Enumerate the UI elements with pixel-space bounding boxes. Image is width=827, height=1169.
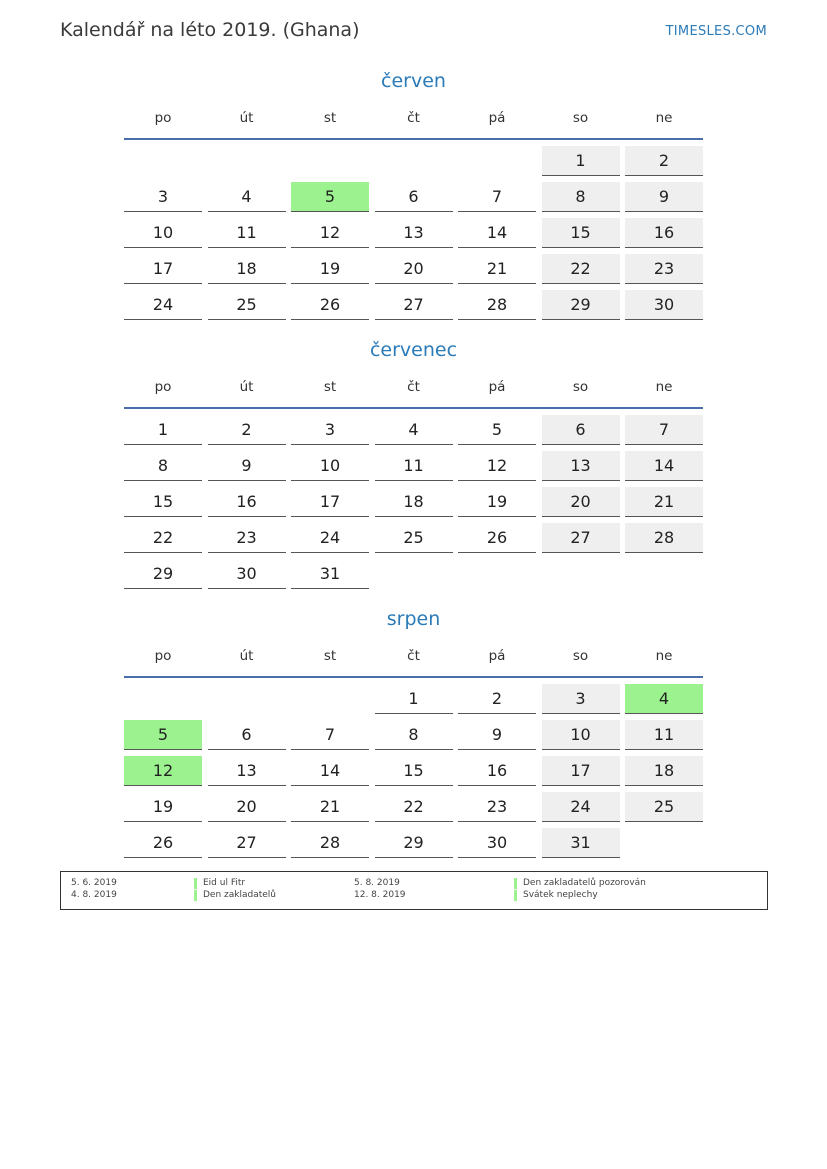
day-cell: 10 <box>124 218 202 248</box>
day-cell: 21 <box>625 487 703 517</box>
day-cell: 26 <box>291 290 369 320</box>
day-cell: 10 <box>542 720 620 750</box>
day-cell: 22 <box>375 792 453 822</box>
legend-holiday-name: Den zakladatelů <box>194 890 276 901</box>
site-logo-link[interactable]: TIMESLES.COM <box>665 24 767 39</box>
day-cell: 6 <box>542 415 620 445</box>
weekday-header <box>124 110 703 130</box>
day-cell: 12 <box>124 756 202 786</box>
day-cell: 30 <box>625 290 703 320</box>
day-cell: 8 <box>542 182 620 212</box>
day-cell: 11 <box>375 451 453 481</box>
day-cell: 28 <box>291 828 369 858</box>
legend-holiday-name: Eid ul Fitr <box>194 878 245 889</box>
day-cell: 25 <box>208 290 286 320</box>
day-cell: 1 <box>542 146 620 176</box>
day-cell: 19 <box>124 792 202 822</box>
page-title: Kalendář na léto 2019. (Ghana) <box>60 19 360 41</box>
day-cell: 20 <box>375 254 453 284</box>
day-cell: 11 <box>208 218 286 248</box>
day-cell: 15 <box>124 487 202 517</box>
day-cell: 7 <box>458 182 536 212</box>
day-cell: 9 <box>625 182 703 212</box>
day-cell: 6 <box>375 182 453 212</box>
month-title: srpen <box>386 608 441 630</box>
day-cell: 9 <box>208 451 286 481</box>
header-divider <box>124 407 703 409</box>
day-cell: 17 <box>291 487 369 517</box>
day-cell: 28 <box>625 523 703 553</box>
day-cell: 23 <box>208 523 286 553</box>
legend-date: 5. 6. 2019 <box>71 878 117 888</box>
day-cell: 4 <box>375 415 453 445</box>
day-cell: 11 <box>625 720 703 750</box>
weekday-label: po <box>154 648 172 664</box>
legend-holiday-name: Svátek neplechy <box>514 890 598 901</box>
day-cell: 5 <box>124 720 202 750</box>
day-cell: 18 <box>208 254 286 284</box>
day-cell: 29 <box>124 559 202 589</box>
day-cell: 3 <box>291 415 369 445</box>
day-cell: 15 <box>542 218 620 248</box>
day-cell: 3 <box>124 182 202 212</box>
day-cell: 29 <box>542 290 620 320</box>
day-cell: 30 <box>208 559 286 589</box>
day-cell: 4 <box>625 684 703 714</box>
weekday-label: pá <box>488 110 506 126</box>
day-cell: 7 <box>625 415 703 445</box>
weekday-label: st <box>323 110 337 126</box>
day-cell: 12 <box>458 451 536 481</box>
day-cell: 26 <box>124 828 202 858</box>
weekday-label: pá <box>488 379 506 395</box>
weekday-label: so <box>572 379 589 395</box>
day-cell: 31 <box>291 559 369 589</box>
legend-date: 12. 8. 2019 <box>354 890 406 900</box>
day-cell: 26 <box>458 523 536 553</box>
weekday-label: čt <box>407 110 420 126</box>
weekday-label: ne <box>655 379 673 395</box>
day-cell: 19 <box>458 487 536 517</box>
day-cell: 24 <box>124 290 202 320</box>
day-cell: 16 <box>625 218 703 248</box>
holiday-legend <box>60 871 768 910</box>
day-cell: 20 <box>208 792 286 822</box>
day-cell: 16 <box>208 487 286 517</box>
legend-date: 5. 8. 2019 <box>354 878 400 888</box>
day-cell: 15 <box>375 756 453 786</box>
day-cell: 13 <box>208 756 286 786</box>
day-cell: 18 <box>375 487 453 517</box>
day-cell: 23 <box>458 792 536 822</box>
weekday-header <box>124 648 703 668</box>
header-divider <box>124 676 703 678</box>
weekday-label: čt <box>407 648 420 664</box>
day-cell: 6 <box>208 720 286 750</box>
day-cell: 25 <box>375 523 453 553</box>
day-cell: 13 <box>375 218 453 248</box>
weekday-label: čt <box>407 379 420 395</box>
day-cell: 5 <box>458 415 536 445</box>
day-cell: 28 <box>458 290 536 320</box>
day-cell: 14 <box>291 756 369 786</box>
day-cell: 3 <box>542 684 620 714</box>
day-cell: 8 <box>124 451 202 481</box>
day-cell: 21 <box>458 254 536 284</box>
day-cell: 30 <box>458 828 536 858</box>
month-title: červenec <box>369 339 458 361</box>
day-cell: 9 <box>458 720 536 750</box>
day-cell: 22 <box>542 254 620 284</box>
day-cell: 18 <box>625 756 703 786</box>
weekday-label: po <box>154 379 172 395</box>
day-cell: 27 <box>542 523 620 553</box>
day-cell: 27 <box>208 828 286 858</box>
weekday-label: ne <box>655 110 673 126</box>
day-cell: 13 <box>542 451 620 481</box>
weekday-label: út <box>239 110 254 126</box>
day-cell: 7 <box>291 720 369 750</box>
weekday-header <box>124 379 703 399</box>
day-cell: 17 <box>542 756 620 786</box>
day-cell: 8 <box>375 720 453 750</box>
weekday-label: pá <box>488 648 506 664</box>
weekday-label: po <box>154 110 172 126</box>
weekday-label: út <box>239 648 254 664</box>
header-divider <box>124 138 703 140</box>
weekday-label: so <box>572 110 589 126</box>
day-cell: 14 <box>458 218 536 248</box>
day-cell: 1 <box>375 684 453 714</box>
day-cell: 14 <box>625 451 703 481</box>
legend-date: 4. 8. 2019 <box>71 890 117 900</box>
day-cell: 10 <box>291 451 369 481</box>
day-cell: 2 <box>625 146 703 176</box>
day-cell: 24 <box>542 792 620 822</box>
day-cell: 1 <box>124 415 202 445</box>
day-cell: 2 <box>458 684 536 714</box>
day-cell: 31 <box>542 828 620 858</box>
month-title: červen <box>381 70 446 92</box>
day-cell: 4 <box>208 182 286 212</box>
weekday-label: ne <box>655 648 673 664</box>
day-cell: 2 <box>208 415 286 445</box>
day-cell: 22 <box>124 523 202 553</box>
day-cell: 5 <box>291 182 369 212</box>
day-cell: 16 <box>458 756 536 786</box>
day-cell: 12 <box>291 218 369 248</box>
weekday-label: st <box>323 648 337 664</box>
day-cell: 29 <box>375 828 453 858</box>
weekday-label: st <box>323 379 337 395</box>
legend-holiday-name: Den zakladatelů pozorován <box>514 878 646 889</box>
day-cell: 19 <box>291 254 369 284</box>
weekday-label: so <box>572 648 589 664</box>
day-cell: 27 <box>375 290 453 320</box>
day-cell: 20 <box>542 487 620 517</box>
day-cell: 17 <box>124 254 202 284</box>
day-cell: 23 <box>625 254 703 284</box>
day-cell: 21 <box>291 792 369 822</box>
day-cell: 25 <box>625 792 703 822</box>
weekday-label: út <box>239 379 254 395</box>
day-cell: 24 <box>291 523 369 553</box>
